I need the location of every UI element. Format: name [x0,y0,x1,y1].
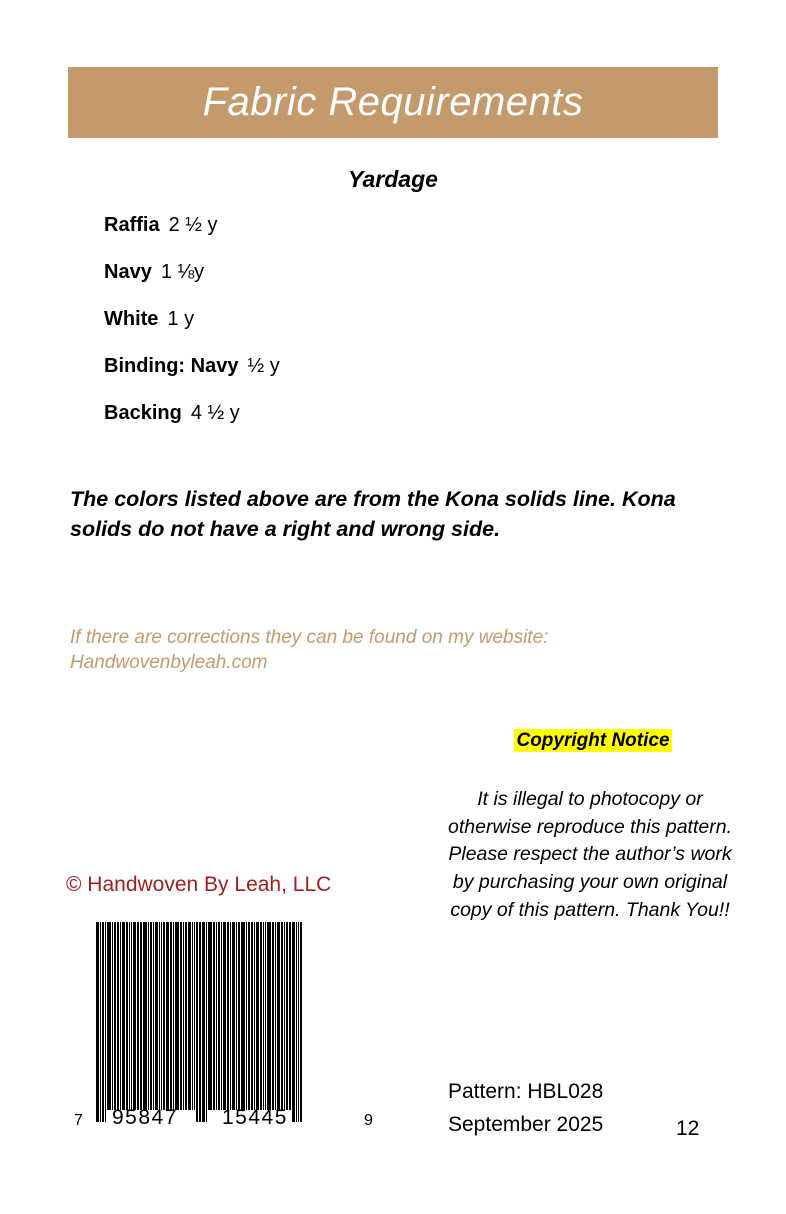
yardage-label: Raffia [104,214,160,236]
barcode-bars [96,922,368,1110]
yardage-heading: Yardage [348,166,438,192]
yardage-value: 2 ½ y [168,214,218,236]
barcode-digits [74,1106,404,1132]
page-number: 12 [676,1117,700,1140]
yardage-list [104,214,664,449]
pattern-date: September 2025 [448,1113,604,1136]
yardage-label: Navy [104,261,152,283]
kona-note: The colors listed above are from the Kona solids line. Kona solids do not have a right and wrong side. [70,487,676,541]
page-title: Fabric Requirements [202,80,584,124]
yardage-label: Backing [104,402,182,424]
barcode-group-1: 95847 [112,1106,178,1129]
corrections-note: If there are corrections they can be found on my website: Handwovenbyleah.com [70,627,549,674]
yardage-label: Binding: Navy [104,355,239,377]
list-item [104,355,664,402]
yardage-value: 1 ⅛y [160,261,205,283]
list-item [104,402,664,449]
copyright-notice-title-text: Copyright Notice [516,730,670,751]
barcode-right-digit: 9 [364,1112,373,1129]
llc-copyright-line: © Handwoven By Leah, LLC [66,873,332,896]
list-item [104,261,664,308]
list-item [104,308,664,355]
yardage-label: White [104,308,159,330]
fabric-requirements-banner [68,67,718,138]
yardage-value: 1 y [167,308,195,330]
copyright-notice-body: It is illegal to photocopy or otherwise reproduce this pattern. Please respect the author’s work by purchasing your own original copy of this pattern. Thank You!! [448,788,732,921]
barcode-group-2: 15445 [222,1106,288,1129]
barcode [74,922,404,1132]
barcode-left-digit: 7 [74,1112,83,1129]
yardage-value: 4 ½ y [190,402,240,424]
yardage-value: ½ y [247,355,280,377]
list-item [104,214,664,261]
pattern-number: Pattern: HBL028 [448,1080,604,1103]
copyright-notice-title [452,730,734,752]
